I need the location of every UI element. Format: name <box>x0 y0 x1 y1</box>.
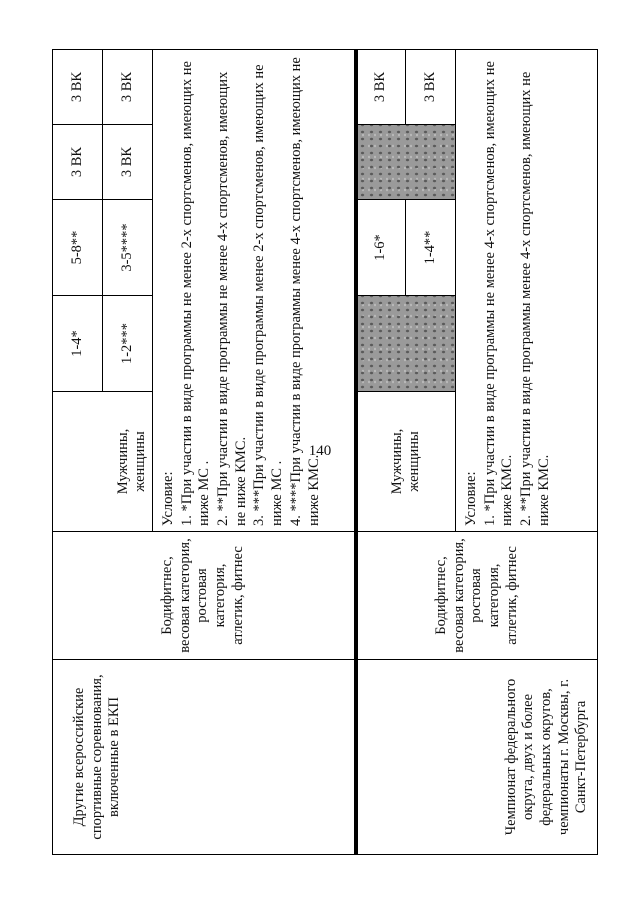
group-cell: Мужчины, женщины <box>356 392 456 532</box>
conditions-line: 1. *При участии в виде программы не менее 2-х спортсменов, имеющих не ниже МС . <box>178 61 213 526</box>
rotated-table-container <box>52 50 597 855</box>
rank-cell: 3 ВК <box>103 50 153 125</box>
conditions-line: 3. ***При участии в виде программы менее 2-х спортсменов, имеющих не ниже МС . <box>251 64 286 526</box>
conditions-line: 2. **При участии в виде программы менее 4-х спортсменов, имеющих не ниже КМС. <box>518 71 552 526</box>
conditions-line: Условие: <box>463 471 479 526</box>
rank-cell: 3 ВК <box>103 125 153 200</box>
conditions-line: 1. *При участии в виде программы не менее 4-х спортсменов, имеющих не ниже КМС. <box>481 61 516 526</box>
group-cell: Мужчины, женщины <box>53 392 153 532</box>
conditions-cell <box>153 50 356 532</box>
table-row <box>356 50 406 855</box>
place-cell: 1-4* <box>53 296 103 392</box>
competition-cell: Другие всероссийские спортивные соревнования, включенные в ЕКП <box>53 660 356 855</box>
rank-cell: 3 ВК <box>53 50 103 125</box>
rank-cell: 3 ВК <box>406 50 456 125</box>
discipline-cell: Бодифитнес, весовая категория, ростовая категория, атлетик, фитнес <box>53 532 356 660</box>
place-cell: 1-2*** <box>103 296 153 392</box>
table-row <box>53 50 103 855</box>
conditions-line: 2. **При участии в виде программы не менее 4-х спортсменов, имеющих не ниже КМС. <box>215 71 249 526</box>
conditions-cell <box>456 50 598 532</box>
qualification-table <box>52 49 598 855</box>
competition-cell: Чемпионат федерального округа, двух и более федеральных округов, чемпионаты г. Москвы, г. Санкт-Петербурга <box>356 660 598 855</box>
conditions-line: Условие: <box>160 471 176 526</box>
rank-cell: 3 ВК <box>356 50 406 125</box>
place-cell: 1-6* <box>356 200 406 296</box>
place-cell: 1-4** <box>406 200 456 296</box>
conditions-line: 4. ****При участии в виде программы менее 4-х спортсменов, имеющих не ниже КМС. <box>287 57 322 526</box>
discipline-cell: Бодифитнес, весовая категория, ростовая категория, атлетик, фитнес <box>356 532 598 660</box>
shaded-cell <box>356 125 456 200</box>
place-cell: 3-5**** <box>103 200 153 296</box>
shaded-cell <box>356 296 456 392</box>
page-number: 140 <box>308 443 332 459</box>
place-cell: 5-8** <box>53 200 103 296</box>
rank-cell: 3 ВК <box>53 125 103 200</box>
